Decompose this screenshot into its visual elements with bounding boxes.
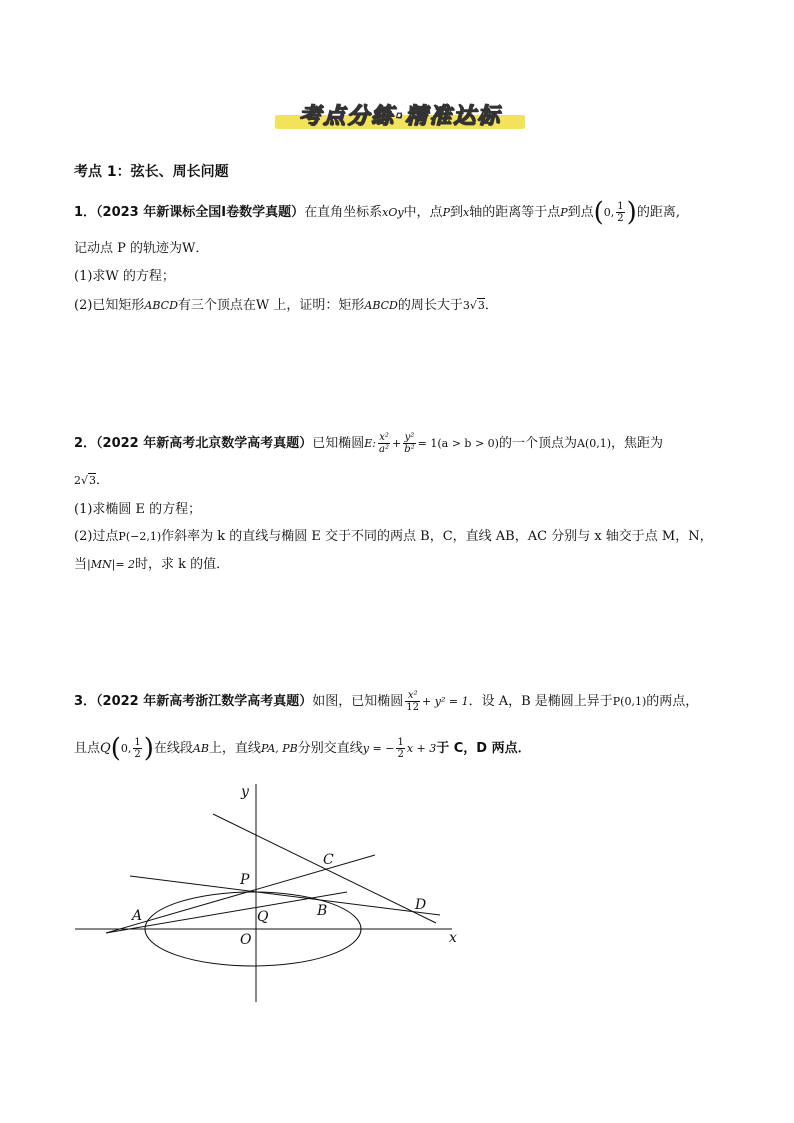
q2-source: （2022 年新高考北京数学高考真题） bbox=[96, 436, 313, 451]
q1-text: 轴的距离等于点 bbox=[469, 205, 561, 220]
q2-part-1: (1)求椭圆 E 的方程； bbox=[74, 502, 202, 517]
q2-line-4: 当|MN|= 2时，求 k 的值． bbox=[74, 557, 230, 572]
q1-part-2: (2)已知矩形ABCD有三个顶点在W 上，证明：矩形ABCD的周长大于3√3． bbox=[74, 298, 498, 313]
label-q: Q bbox=[257, 909, 269, 925]
q1-point-p: P bbox=[560, 206, 568, 219]
q1-source: （2023 年新课标全国Ⅰ卷数学真题） bbox=[96, 205, 305, 220]
label-a: A bbox=[132, 908, 143, 924]
label-y: y bbox=[241, 784, 249, 800]
q3-number: 3． bbox=[74, 694, 97, 709]
q1-x: x bbox=[462, 206, 470, 219]
q1-text: 在直角坐标系 bbox=[304, 205, 383, 220]
q3-frac-x: $\frac{\text{x²}}{12}$ bbox=[406, 690, 420, 713]
q1-part-1: (1)求W 的方程； bbox=[74, 269, 175, 284]
banner-title: 考点分练·精准达标 bbox=[298, 104, 502, 129]
q1-fraction: $\frac{1}{2}$ bbox=[617, 201, 624, 224]
q2-frac-x: $\frac{\text{x²}}{\text{a²}}$ bbox=[379, 432, 390, 455]
section-title: 考点 1：弦长、周长问题 bbox=[74, 164, 229, 180]
ellipse-figure bbox=[60, 780, 480, 1010]
q2-number: 2． bbox=[74, 436, 97, 451]
q1-line-1 bbox=[74, 197, 680, 228]
q2-line-1: 2．（2022 年新高考北京数学高考真题）已知椭圆E: $\frac{\text{x²}}{\text{a²}}$ + $\frac{\text{y²}}{\text{b²}}$ = 1(a > b > 0)的一个顶点为A(0,1)，焦距为 bbox=[74, 432, 664, 455]
q1-text: 到点 bbox=[567, 205, 594, 220]
label-d: D bbox=[415, 897, 427, 913]
q2-frac-y: $\frac{\text{y²}}{\text{b²}}$ bbox=[404, 432, 415, 455]
q1-paren: ( bbox=[593, 197, 604, 228]
q3-line-2: 且点Q(0, $\frac{1}{2}$ )在线段AB上，直线PA, PB分别交直线y = − $\frac{1}{2}$ x + 3于 C，D 两点． bbox=[74, 733, 531, 764]
q3-frac-q: $\frac{1}{2}$ bbox=[134, 737, 141, 760]
q3-frac-slope: $\frac{1}{2}$ bbox=[397, 737, 404, 760]
q1-number: 1． bbox=[74, 205, 97, 220]
q1-rect: ABCD bbox=[364, 299, 398, 312]
q2-part-2: (2)过点P(−2,1)作斜率为 k 的直线与椭圆 E 交于不同的两点 B，C，直线 AB，AC 分别与 x 轴交于点 M，N， bbox=[74, 529, 713, 544]
label-x: x bbox=[449, 930, 457, 946]
q1-rect: ABCD bbox=[144, 299, 178, 312]
q1-text: 到 bbox=[449, 205, 463, 220]
line-pd bbox=[130, 876, 440, 915]
q3-source: （2022 年新高考浙江数学高考真题） bbox=[96, 694, 313, 709]
q1-text: 的距离, bbox=[636, 205, 680, 220]
label-c: C bbox=[323, 852, 334, 868]
label-b: B bbox=[317, 903, 328, 919]
q1-coord: 0, bbox=[603, 206, 615, 219]
label-p: P bbox=[240, 872, 250, 888]
section-banner bbox=[275, 99, 525, 133]
q1-text: 中，点 bbox=[403, 205, 443, 220]
q3-line-1: 3．（2022 年新高考浙江数学高考真题）如图，已知椭圆 $\frac{\text{x²}}{12}$ + y² = 1．设 A，B 是椭圆上异于P(0,1)的两点， bbox=[74, 690, 699, 713]
q2-line-2: 2√3． bbox=[74, 473, 110, 488]
label-o: O bbox=[240, 932, 252, 948]
q1-line-2: 记动点 P 的轨迹为W． bbox=[74, 241, 209, 256]
q1-xoy: xOy bbox=[382, 206, 404, 219]
q1-point-p: P bbox=[442, 206, 450, 219]
q1-paren: ) bbox=[626, 197, 637, 228]
